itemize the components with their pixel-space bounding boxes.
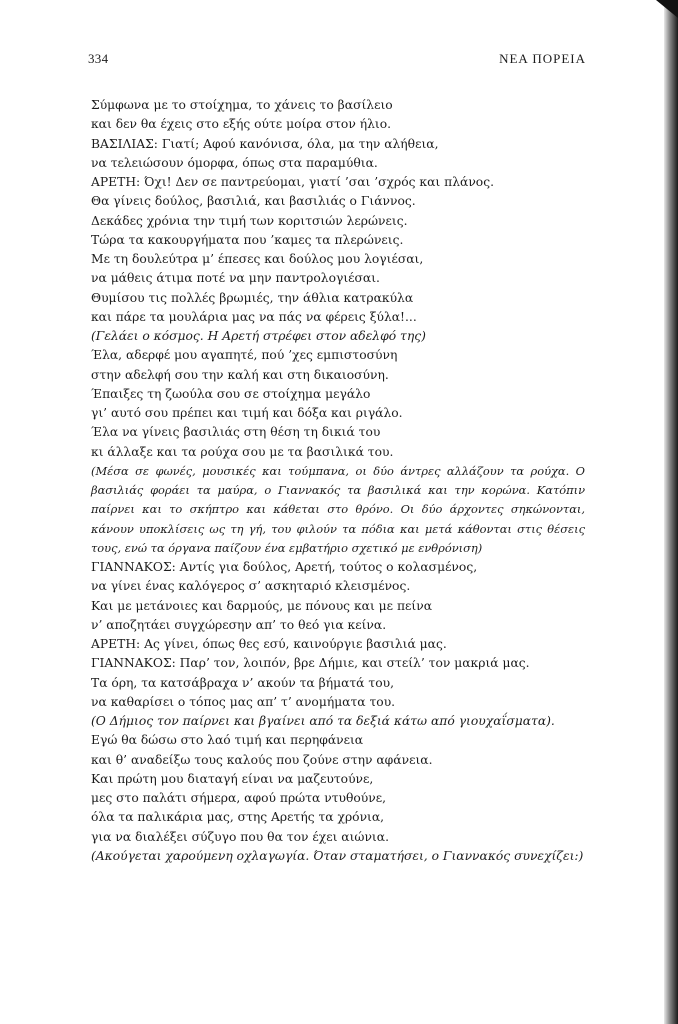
- verse-line: μες στο παλάτι σήμερα, αφού πρώτα ντυθούνε,: [91, 791, 387, 805]
- verse-line: ΓΙΑΝΝΑΚΟΣ: Αντίς για δούλος, Αρετή, τούτος ο κολασμένος,: [91, 560, 478, 574]
- page-binding-edge: [664, 0, 678, 1024]
- play-text: [91, 96, 591, 866]
- verse-line: Δεκάδες χρόνια την τιμή των κοριτσιών λερώνεις.: [91, 213, 408, 228]
- verse-line: και πάρε τα μουλάρια μας να πάς να φέρεις ξύλα!...: [91, 309, 417, 324]
- verse-line: ΒΑΣΙΛΙΑΣ: Γιατί; Αφού κανόνισα, όλα, μα την αλήθεια,: [91, 136, 439, 151]
- verse-line: Τώρα τα κακουργήματα που ’καμες τα πλερώνεις.: [91, 232, 404, 247]
- verse-line: να καθαρίσει ο τόπος μας απ’ τ’ ανομήματα του.: [91, 694, 396, 709]
- verse-line: να γίνει ένας καλόγερος σ’ ασκηταριό κλεισμένος.: [91, 579, 411, 594]
- verse-line: ΓΙΑΝΝΑΚΟΣ: Παρ’ τον, λοιπόν, βρε Δήμιε, και στείλ’ τον μακριά μας.: [91, 656, 530, 671]
- stage-direction-block: (Μέσα σε φωνές, μουσικές και τούμπανα, οι δύο άντρες αλλάζουν τα ρούχα. Ο βασιλιάς φοράει τα μαύρα, ο Γιαννακός τα βασιλικά και την κορώνα. Κατόπιν παίρνει και το σκήπτρο και κάθεται στο θρόνο. Οι δύο άρχοντες σηκώνονται, κάνουν υποκλίσεις ως τη γή, του φιλούν τα πόδια και μετά κάθονται στις θέσεις τους, ενώ τα όργανα παίζουν ένα εμβατήριο σχετικό με ενθρόνιση): [91, 463, 585, 555]
- verse-line: κι άλλαξε και τα ρούχα σου με τα βασιλικά του.: [91, 444, 394, 459]
- verse-line: ΑΡΕΤΗ: Ας γίνει, όπως θες εσύ, καινούργιε βασιλιά μας.: [91, 637, 447, 651]
- verse-line: Θα γίνεις δούλος, βασιλιά, και βασιλιάς ο Γιάννος.: [91, 194, 416, 209]
- page-number: 334: [88, 51, 109, 66]
- verse-line: Και με μετάνοιες και δαρμούς, με πόνους και με πείνα: [91, 598, 433, 613]
- verse-line: Εγώ θα δώσω στο λαό τιμή και περηφάνεια: [91, 733, 364, 748]
- verse-line: και δεν θα έχεις στο εξής ούτε μοίρα στον ήλιο.: [91, 117, 392, 132]
- verse-line: Έλα, αδερφέ μου αγαπητέ, πού ’χες εμπιστοσύνη: [91, 348, 398, 363]
- verse-line: ν’ αποζητάει συγχώρεσην απ’ το θεό για κείνα.: [91, 617, 387, 632]
- verse-line: Τα όρη, τα κατσάβραχα ν’ ακούν τα βήματά του,: [91, 675, 394, 690]
- verse-line: Έπαιξες τη ζωούλα σου σε στοίχημα μεγάλο: [91, 386, 371, 401]
- verse-line: να μάθεις άτιμα ποτέ να μην παντρολογιέσαι.: [91, 271, 380, 286]
- verse-line: και θ’ αναδείξω τους καλούς που ζούνε στην αφάνεια.: [91, 752, 433, 767]
- verse-line: Έλα να γίνεις βασιλιάς στη θέση τη δικιά του: [91, 425, 381, 440]
- verse-line: Και πρώτη μου διαταγή είναι να μαζευτούνε,: [91, 771, 374, 786]
- stage-direction: (Γελάει ο κόσμος. Η Αρετή στρέφει στον αδελφό της): [91, 329, 426, 343]
- stage-direction: (Ο Δήμιος τον παίρνει και βγαίνει από τα δεξιά κάτω από γιουχαΐσματα).: [91, 714, 555, 728]
- page-header: [88, 51, 586, 67]
- verse-line: ΑΡΕΤΗ: Όχι! Δεν σε παντρεύομαι, γιατί ’σαι ’σχρός και πλάνος.: [91, 175, 494, 189]
- page-corner-shadow: [656, 0, 678, 18]
- running-head: ΝΕΑ ΠΟΡΕΙΑ: [499, 51, 586, 66]
- verse-line: Με τη δουλεύτρα μ’ έπεσες και δούλος μου λογιέσαι,: [91, 252, 424, 266]
- verse-line: γι’ αυτό σου πρέπει και τιμή και δόξα και ριγάλο.: [91, 406, 403, 420]
- verse-line: όλα τα παλικάρια μας, στης Αρετής τα χρόνια,: [91, 810, 385, 825]
- verse-line: Θυμίσου τις πολλές βρωμιές, την άθλια κατρακύλα: [91, 290, 414, 305]
- verse-line: Σύμφωνα με το στοίχημα, το χάνεις το βασίλειο: [91, 98, 393, 112]
- verse-line: για να διαλέξει σύζυγο που θα τον έχει αιώνια.: [91, 829, 389, 844]
- verse-line: να τελειώσουν όμορφα, όπως στα παραμύθια.: [91, 155, 378, 170]
- verse-line: στην αδελφή σου την καλή και στη δικαιοσύνη.: [91, 367, 389, 382]
- stage-direction: (Ακούγεται χαρούμενη οχλαγωγία. Όταν σταματήσει, ο Γιαννακός συνεχίζει:): [91, 848, 584, 863]
